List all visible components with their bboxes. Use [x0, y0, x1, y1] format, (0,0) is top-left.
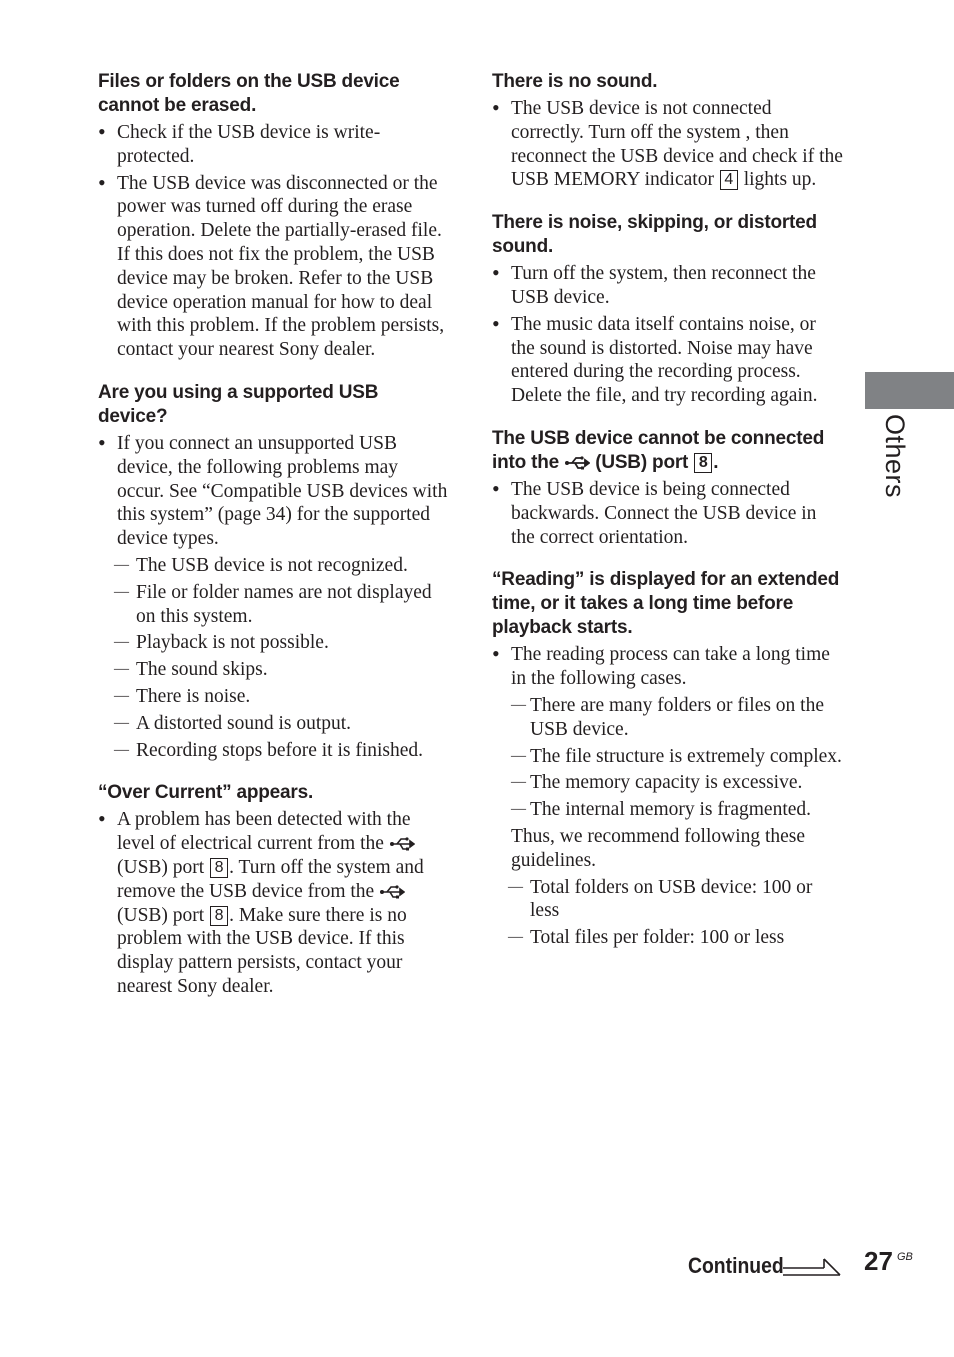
section-no-sound	[492, 70, 844, 192]
side-tab-bar	[865, 372, 954, 409]
dash-item: — There is noise.	[98, 685, 450, 709]
text-run: The USB device is not connected correctly. Turn off the system , then reconnect the USB device and check if the USB MEMORY indicator	[511, 98, 843, 191]
port-number-box: 8	[694, 453, 712, 473]
bullet-item	[492, 97, 844, 192]
indicator-number-box: 4	[720, 170, 738, 190]
section-heading	[492, 427, 844, 475]
page-number-suffix: GB	[897, 1251, 913, 1263]
port-number-box: 8	[210, 906, 228, 926]
dash-item: — A distorted sound is output.	[98, 712, 450, 736]
side-tab-label: Others	[880, 414, 910, 499]
dash-item: — Total folders on USB device: 100 or less	[492, 876, 844, 924]
dash-item: — The USB device is not recognized.	[98, 554, 450, 578]
dash-item: — Total files per folder: 100 or less	[492, 926, 844, 950]
section-noise	[492, 211, 844, 408]
left-column	[98, 70, 450, 1018]
usb-icon	[379, 885, 405, 899]
text-run: The USB device cannot be connected into the	[492, 427, 825, 473]
section-cannot-connect	[492, 427, 844, 549]
continued-arrow-icon	[782, 1256, 842, 1280]
dash-item: — The internal memory is fragmented.	[492, 798, 844, 822]
text-run: . Make sure there is no problem with the USB device. If this display pattern persists, contact your nearest Sony dealer.	[117, 904, 407, 997]
bullet-item: • The music data itself contains noise, or the sound is distorted. Noise may have entered during the recording process. Delete the file, and try recording again.	[492, 313, 844, 408]
dash-item: — There are many folders or files on the USB device.	[492, 694, 844, 742]
section-heading: Are you using a supported USB device?	[98, 381, 379, 427]
port-number-box: 8	[210, 858, 228, 878]
paragraph: Thus, we recommend following these guidelines.	[511, 825, 806, 871]
text-run: A problem has been detected with the level of electrical current from the	[117, 809, 411, 855]
dash-item: — File or folder names are not displayed on this system.	[98, 581, 450, 629]
dash-item: — Recording stops before it is finished.	[98, 739, 450, 763]
section-heading: There is noise, skipping, or distorted sound.	[492, 212, 817, 258]
dash-item: — The file structure is extremely complex.	[492, 745, 844, 769]
section-heading: “Over Current” appears.	[98, 782, 314, 804]
section-over-current	[98, 781, 450, 998]
bullet-item: • Turn off the system, then reconnect the USB device.	[492, 262, 844, 310]
text-run: .	[713, 451, 719, 473]
usb-icon	[564, 456, 590, 470]
section-heading: There is no sound.	[492, 71, 658, 92]
dash-item: — The sound skips.	[98, 658, 450, 682]
text-run: (USB) port	[117, 904, 205, 926]
section-heading: Files or folders on the USB device cannot be erased.	[98, 71, 400, 116]
bullet-item: • The USB device was disconnected or the power was turned off during the erase operation. Delete the partially-erased file. If this does not fix the problem, the USB device may be broken. Refer to the USB device operation manual for how to deal with this problem. If the problem persists, contact your nearest Sony dealer.	[98, 172, 450, 362]
bullet-item	[98, 808, 450, 998]
text-run: lights up.	[743, 169, 817, 191]
dash-item: — The memory capacity is excessive.	[492, 771, 844, 795]
bullet-item: • Check if the USB device is write-protected.	[98, 121, 450, 169]
right-column	[492, 70, 844, 969]
continued-label: Continued	[688, 1253, 784, 1278]
page-number: 27	[864, 1246, 893, 1276]
dash-item: — Playback is not possible.	[98, 631, 450, 655]
usb-icon	[389, 837, 415, 851]
bullet-item: • The reading process can take a long time in the following cases.	[492, 643, 844, 691]
section-reading	[492, 568, 844, 950]
text-run: . Turn off the system and remove the USB device from the	[117, 856, 424, 902]
section-supported-usb	[98, 381, 450, 762]
bullet-item: • The USB device is being connected backwards. Connect the USB device in the correct orientation.	[492, 478, 844, 549]
text-run: (USB) port	[117, 856, 205, 878]
bullet-item: • If you connect an unsupported USB device, the following problems may occur. See “Compatible USB devices with this system” (page 34) for the supported device types.	[98, 432, 450, 551]
section-heading: “Reading” is displayed for an extended time, or it takes a long time before playback starts.	[492, 569, 840, 639]
section-cannot-erase	[98, 70, 450, 362]
text-run: (USB) port	[595, 451, 689, 473]
